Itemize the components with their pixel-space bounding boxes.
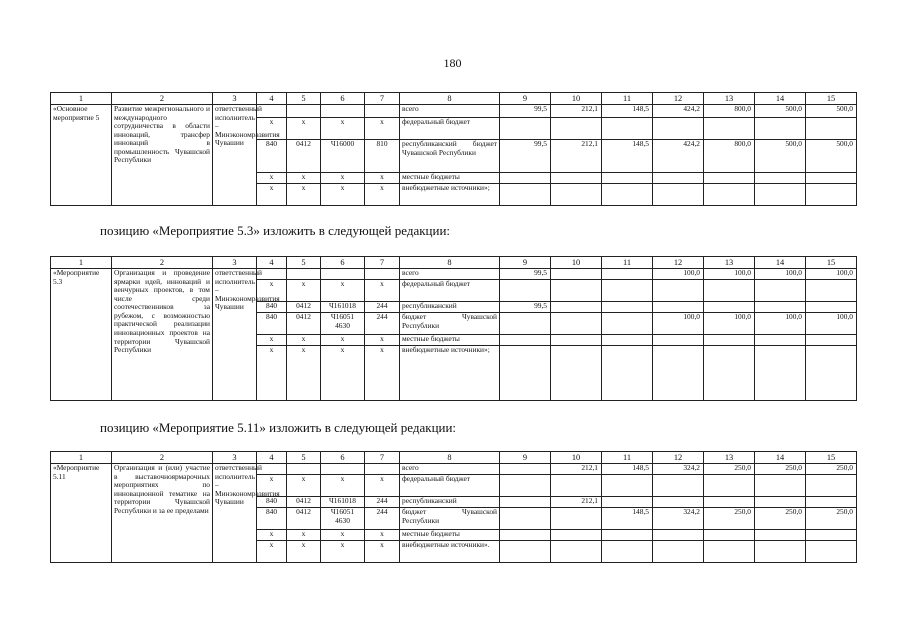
header-cell: 14 [755, 257, 806, 269]
cell-value: 250,0 [755, 464, 806, 475]
cell-value [704, 346, 755, 401]
cell-value: 250,0 [755, 508, 806, 530]
cell-section: х [287, 173, 321, 184]
heading-event-5-3: позицию «Мероприятие 5.3» изложить в следующей редакции: [100, 223, 451, 238]
cell-value [806, 335, 857, 346]
cell-section: х [287, 530, 321, 541]
header-cell: 12 [653, 93, 704, 105]
cell-value [551, 118, 602, 140]
cell-section [287, 105, 321, 118]
cell-value [755, 118, 806, 140]
responsible-executor: ответственный исполнитель – Минэкономразвития Чувашии [213, 464, 257, 563]
header-cell: 1 [51, 257, 112, 269]
cell-value [500, 508, 551, 530]
header-cell: 11 [602, 257, 653, 269]
cell-expense-type: 244 [365, 313, 400, 335]
cell-value [551, 475, 602, 497]
cell-value [500, 118, 551, 140]
cell-grbs: х [257, 346, 287, 401]
header-cell: 4 [257, 452, 287, 464]
cell-value [602, 541, 653, 563]
header-cell: 15 [806, 93, 857, 105]
cell-funding-source: бюджет Чувашской Республики [400, 508, 500, 530]
cell-value [653, 173, 704, 184]
cell-value [551, 530, 602, 541]
cell-funding-source: республиканский [400, 497, 500, 508]
cell-value: 100,0 [704, 313, 755, 335]
cell-value [704, 184, 755, 206]
cell-value [500, 541, 551, 563]
header-cell: 9 [500, 452, 551, 464]
cell-value: 100,0 [755, 269, 806, 280]
header-cell: 10 [551, 452, 602, 464]
cell-value [704, 118, 755, 140]
cell-value [755, 335, 806, 346]
cell-value [653, 346, 704, 401]
cell-value [500, 464, 551, 475]
cell-value: 324,2 [653, 508, 704, 530]
cell-section: х [287, 475, 321, 497]
cell-value: 100,0 [755, 313, 806, 335]
cell-value [551, 184, 602, 206]
cell-value [755, 173, 806, 184]
cell-value [806, 184, 857, 206]
cell-value [653, 118, 704, 140]
cell-section: 0412 [287, 508, 321, 530]
cell-target-article: Ч16051 4630 [321, 508, 365, 530]
cell-expense-type: 244 [365, 508, 400, 530]
cell-value [602, 475, 653, 497]
cell-value: 424,2 [653, 140, 704, 173]
header-cell: 8 [400, 257, 500, 269]
cell-funding-source: республиканский [400, 302, 500, 313]
header-cell: 6 [321, 452, 365, 464]
header-cell: 10 [551, 257, 602, 269]
cell-value: 99,5 [500, 105, 551, 118]
cell-section [287, 464, 321, 475]
cell-funding-source: всего [400, 464, 500, 475]
cell-target-article: Ч161018 [321, 302, 365, 313]
cell-value [755, 184, 806, 206]
event-description: Организация и проведение ярмарки идей, инноваций и венчурных проектов, в том числе среди соотечественников за рубежом, с возможностью практической реализации инновационных проектов на территории Чувашской Республики [112, 269, 213, 401]
cell-funding-source: местные бюджеты [400, 335, 500, 346]
cell-value [653, 302, 704, 313]
cell-funding-source: федеральный бюджет [400, 280, 500, 302]
cell-target-article: х [321, 173, 365, 184]
cell-grbs: 840 [257, 508, 287, 530]
cell-expense-type: х [365, 346, 400, 401]
cell-value: 148,5 [602, 105, 653, 118]
cell-value [500, 335, 551, 346]
header-cell: 12 [653, 452, 704, 464]
cell-grbs: 840 [257, 302, 287, 313]
cell-value: 99,5 [500, 269, 551, 280]
cell-value [500, 346, 551, 401]
header-cell: 7 [365, 257, 400, 269]
cell-funding-source: федеральный бюджет [400, 118, 500, 140]
cell-value [551, 335, 602, 346]
cell-grbs: х [257, 541, 287, 563]
cell-value: 100,0 [704, 269, 755, 280]
cell-value: 424,2 [653, 105, 704, 118]
cell-value [755, 497, 806, 508]
cell-target-article [321, 464, 365, 475]
cell-value [653, 475, 704, 497]
cell-value [704, 302, 755, 313]
cell-funding-source: всего [400, 269, 500, 280]
cell-grbs: х [257, 184, 287, 206]
cell-value [653, 541, 704, 563]
cell-value [653, 530, 704, 541]
cell-target-article: Ч16000 [321, 140, 365, 173]
cell-value [806, 475, 857, 497]
cell-value: 800,0 [704, 140, 755, 173]
cell-value [551, 313, 602, 335]
header-cell: 5 [287, 257, 321, 269]
cell-funding-source: всего [400, 105, 500, 118]
cell-value [704, 335, 755, 346]
cell-value [806, 302, 857, 313]
budget-table-event-5-11 [50, 451, 857, 563]
event-description: Организация и (или) участие в выставочноярмарочных мероприятиях по инновационной тематике на территории Чувашской Республики и за ее пределами [112, 464, 213, 563]
header-cell: 14 [755, 93, 806, 105]
cell-section: 0412 [287, 140, 321, 173]
cell-value [551, 508, 602, 530]
cell-expense-type: х [365, 475, 400, 497]
cell-section: х [287, 280, 321, 302]
header-cell: 13 [704, 257, 755, 269]
header-cell: 4 [257, 93, 287, 105]
cell-value [704, 530, 755, 541]
cell-value [500, 530, 551, 541]
cell-value [500, 280, 551, 302]
event-name: «Мероприятие 5.3 [51, 269, 112, 401]
cell-section: х [287, 541, 321, 563]
cell-expense-type [365, 105, 400, 118]
header-cell: 7 [365, 93, 400, 105]
cell-value: 148,5 [602, 464, 653, 475]
cell-target-article: Ч161018 [321, 497, 365, 508]
event-name: «Основное мероприятие 5 [51, 105, 112, 206]
cell-section: х [287, 184, 321, 206]
cell-value [653, 184, 704, 206]
cell-target-article: х [321, 118, 365, 140]
cell-value [500, 475, 551, 497]
cell-expense-type: х [365, 184, 400, 206]
header-cell: 13 [704, 93, 755, 105]
cell-value [551, 541, 602, 563]
cell-expense-type: х [365, 118, 400, 140]
cell-funding-source: местные бюджеты [400, 530, 500, 541]
header-cell: 9 [500, 257, 551, 269]
cell-value [551, 302, 602, 313]
cell-section: 0412 [287, 302, 321, 313]
cell-value [653, 497, 704, 508]
cell-value [602, 173, 653, 184]
cell-value: 500,0 [806, 140, 857, 173]
cell-value [500, 313, 551, 335]
cell-value: 212,1 [551, 497, 602, 508]
cell-value: 212,1 [551, 105, 602, 118]
cell-section: 0412 [287, 313, 321, 335]
cell-value: 100,0 [806, 313, 857, 335]
cell-expense-type: х [365, 530, 400, 541]
cell-value [806, 497, 857, 508]
cell-value [551, 280, 602, 302]
header-cell: 6 [321, 93, 365, 105]
budget-table-event-5-3 [50, 256, 857, 401]
cell-target-article: Ч16051 4630 [321, 313, 365, 335]
cell-funding-source: внебюджетные источники»; [400, 184, 500, 206]
heading-event-5-11: позицию «Мероприятие 5.11» изложить в следующей редакции: [100, 420, 457, 435]
cell-value: 99,5 [500, 140, 551, 173]
header-cell: 3 [213, 452, 257, 464]
header-cell: 11 [602, 452, 653, 464]
cell-value [704, 280, 755, 302]
table-row [51, 464, 857, 475]
cell-grbs: х [257, 475, 287, 497]
cell-value [704, 173, 755, 184]
cell-target-article: х [321, 530, 365, 541]
header-cell: 10 [551, 93, 602, 105]
cell-value [755, 475, 806, 497]
cell-funding-source: бюджет Чувашской Республики [400, 313, 500, 335]
cell-value [551, 269, 602, 280]
cell-value [755, 346, 806, 401]
cell-value: 250,0 [806, 464, 857, 475]
cell-expense-type [365, 269, 400, 280]
cell-value [806, 530, 857, 541]
cell-value: 100,0 [653, 313, 704, 335]
cell-value [806, 118, 857, 140]
cell-funding-source: внебюджетные источники». [400, 541, 500, 563]
cell-target-article: х [321, 541, 365, 563]
responsible-executor: ответственный исполнитель – Минэкономразвития Чувашии [213, 269, 257, 401]
cell-expense-type: х [365, 541, 400, 563]
cell-value [704, 497, 755, 508]
cell-value: 100,0 [806, 269, 857, 280]
cell-value [602, 118, 653, 140]
cell-grbs: х [257, 335, 287, 346]
cell-value [602, 530, 653, 541]
cell-value [755, 302, 806, 313]
cell-target-article [321, 269, 365, 280]
responsible-executor: ответственный исполнитель – Минэкономразвития Чувашии [213, 105, 257, 206]
header-row [51, 93, 857, 105]
cell-value [500, 497, 551, 508]
cell-value [602, 313, 653, 335]
header-cell: 7 [365, 452, 400, 464]
header-cell: 3 [213, 93, 257, 105]
cell-value: 250,0 [806, 508, 857, 530]
cell-value [704, 541, 755, 563]
cell-grbs: х [257, 173, 287, 184]
cell-value [500, 173, 551, 184]
header-cell: 6 [321, 257, 365, 269]
cell-value [602, 280, 653, 302]
cell-expense-type: 810 [365, 140, 400, 173]
table-row [51, 269, 857, 280]
cell-value [653, 280, 704, 302]
cell-target-article: х [321, 280, 365, 302]
cell-value [806, 346, 857, 401]
cell-expense-type: 244 [365, 302, 400, 313]
cell-value: 250,0 [704, 464, 755, 475]
cell-target-article: х [321, 335, 365, 346]
header-cell: 9 [500, 93, 551, 105]
cell-section: х [287, 346, 321, 401]
cell-value: 324,2 [653, 464, 704, 475]
event-description: Развитие межрегионального и международного сотрудничества в области инноваций, трансфер инноваций в промышленность Чувашской Республики [112, 105, 213, 206]
cell-expense-type: х [365, 335, 400, 346]
cell-funding-source: республиканский бюджет Чувашской Республики [400, 140, 500, 173]
header-cell: 2 [112, 257, 213, 269]
cell-value [602, 269, 653, 280]
cell-expense-type [365, 464, 400, 475]
cell-value: 148,5 [602, 508, 653, 530]
cell-value [704, 475, 755, 497]
cell-value: 212,1 [551, 464, 602, 475]
cell-value [602, 335, 653, 346]
cell-value [602, 302, 653, 313]
cell-value [602, 346, 653, 401]
cell-value [806, 280, 857, 302]
header-cell: 8 [400, 452, 500, 464]
cell-value [653, 335, 704, 346]
header-cell: 11 [602, 93, 653, 105]
cell-value: 100,0 [653, 269, 704, 280]
cell-value: 500,0 [755, 140, 806, 173]
cell-section [287, 269, 321, 280]
cell-value [551, 173, 602, 184]
cell-value [755, 530, 806, 541]
header-row [51, 452, 857, 464]
cell-grbs: 840 [257, 140, 287, 173]
cell-value: 212,1 [551, 140, 602, 173]
cell-value: 500,0 [806, 105, 857, 118]
cell-value: 800,0 [704, 105, 755, 118]
cell-target-article: х [321, 475, 365, 497]
cell-grbs: х [257, 280, 287, 302]
header-cell: 15 [806, 452, 857, 464]
cell-section: х [287, 118, 321, 140]
cell-section: х [287, 335, 321, 346]
header-cell: 3 [213, 257, 257, 269]
cell-value: 250,0 [704, 508, 755, 530]
header-row [51, 257, 857, 269]
cell-section: 0412 [287, 497, 321, 508]
header-cell: 2 [112, 452, 213, 464]
table-row [51, 105, 857, 118]
cell-funding-source: федеральный бюджет [400, 475, 500, 497]
header-cell: 8 [400, 93, 500, 105]
cell-value: 148,5 [602, 140, 653, 173]
cell-grbs: 840 [257, 497, 287, 508]
cell-expense-type: 244 [365, 497, 400, 508]
header-cell: 13 [704, 452, 755, 464]
header-cell: 1 [51, 452, 112, 464]
header-cell: 12 [653, 257, 704, 269]
cell-value [551, 346, 602, 401]
cell-value: 99,5 [500, 302, 551, 313]
header-cell: 1 [51, 93, 112, 105]
cell-target-article: х [321, 184, 365, 206]
header-cell: 5 [287, 452, 321, 464]
header-cell: 14 [755, 452, 806, 464]
cell-grbs: х [257, 530, 287, 541]
cell-funding-source: местные бюджеты [400, 173, 500, 184]
cell-funding-source: внебюджетные источники»; [400, 346, 500, 401]
budget-table-main-event-5 [50, 92, 857, 206]
event-name: «Мероприятие 5.11 [51, 464, 112, 563]
header-cell: 15 [806, 257, 857, 269]
cell-expense-type: х [365, 280, 400, 302]
cell-expense-type: х [365, 173, 400, 184]
cell-value [755, 280, 806, 302]
cell-value [806, 541, 857, 563]
cell-target-article: х [321, 346, 365, 401]
cell-grbs: х [257, 118, 287, 140]
header-cell: 4 [257, 257, 287, 269]
cell-value [755, 541, 806, 563]
header-cell: 2 [112, 93, 213, 105]
cell-value: 500,0 [755, 105, 806, 118]
cell-value [806, 173, 857, 184]
header-cell: 5 [287, 93, 321, 105]
cell-grbs: 840 [257, 313, 287, 335]
cell-value [602, 184, 653, 206]
cell-target-article [321, 105, 365, 118]
cell-value [602, 497, 653, 508]
cell-value [500, 184, 551, 206]
page-number: 180 [443, 56, 462, 70]
